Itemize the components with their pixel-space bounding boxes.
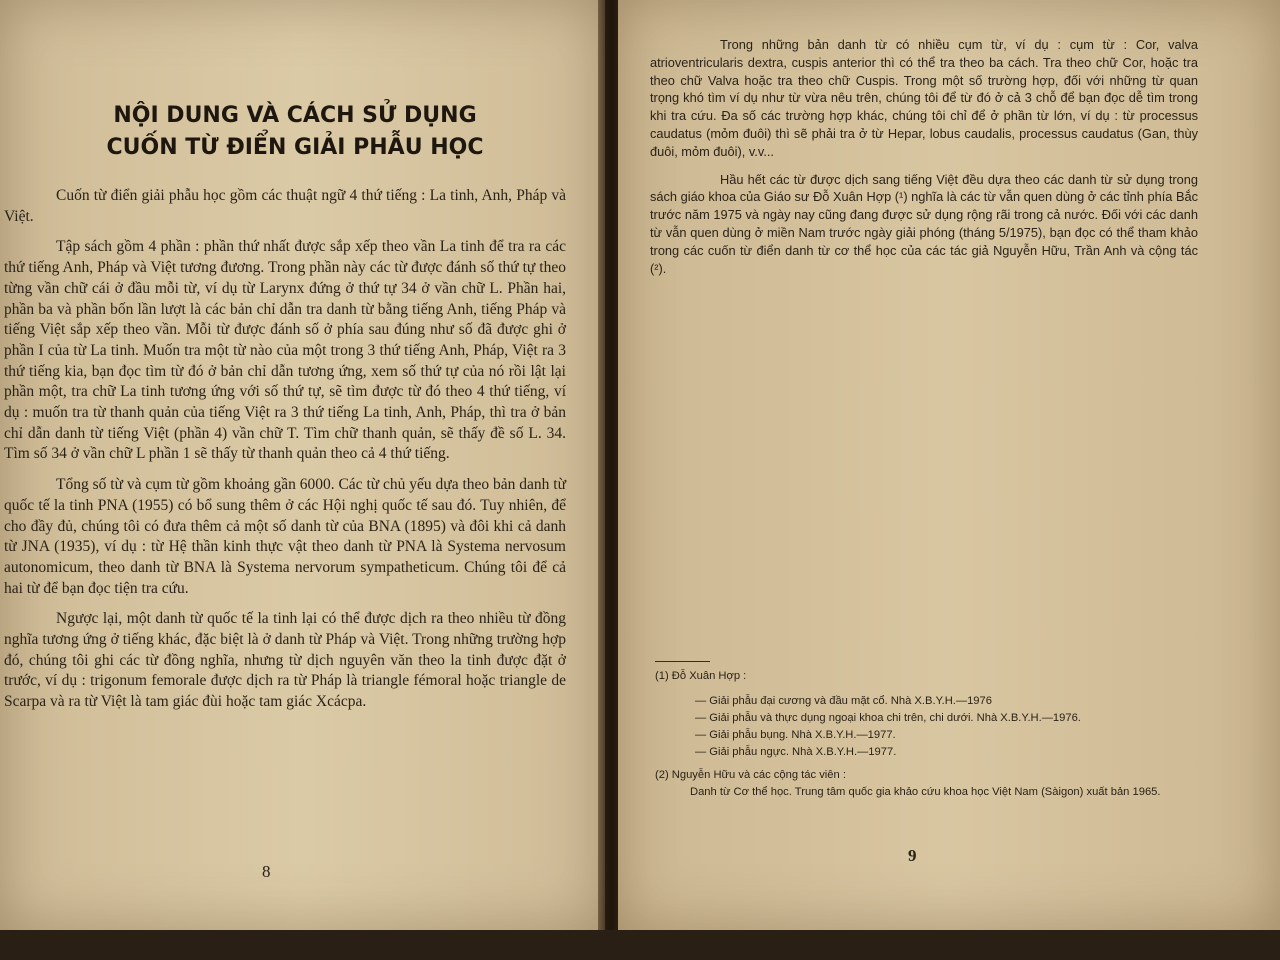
paragraph: Tổng số từ và cụm từ gồm khoảng gần 6000. Các từ chủ yếu dựa theo bản danh từ quốc tế la tinh PNA (1955) có bổ sung thêm ở các Hội nghị quốc tế sau đó. Tuy nhiên, để cho đầy đủ, chúng tôi có đưa thêm cả một số danh từ của BNA (1895) và đôi khi cả danh từ JNA (1935), ví dụ : từ Hệ thần kinh thực vật theo danh từ PNA là Systema nervosum autonomicum, theo danh từ BNA là Systema nervorum sympatheticum. Chúng tôi để cả hai từ để bạn đọc tiện tra cứu.	[4, 476, 566, 597]
footnote-item: — Giải phẫu bụng. Nhà X.B.Y.H.—1977.	[695, 729, 896, 741]
paragraph: Trong những bản danh từ có nhiều cụm từ, ví dụ : cụm từ : Cor, valva atrioventricularis dextra, cuspis anterior thì có thể tra theo ba cách. Tra theo chữ Cor, hoặc tra theo chữ Valva hoặc tra theo chữ Cuspis. Trong một số trường hợp, đối với những từ quan trọng khó tìm ví dụ như từ vừa nêu trên, chúng tôi để từ đó ở cả 3 chỗ để bạn đọc dễ tìm trong khi tra cứu. Đa số các trường hợp khác, chúng tôi chỉ để ở phần từ lớn, ví dụ : từ processus caudatus (mỏm đuôi) thì sẽ phải tra ở từ Hepar, lobus caudalis, processus caudatus (Gan, thùy đuôi, mỏm đuôi), v.v...	[650, 37, 1198, 159]
paragraph: Tập sách gồm 4 phần : phần thứ nhất được sắp xếp theo vần La tinh để tra ra các thứ tiếng Anh, Pháp và Việt tương đương. Trong phần này các từ được đánh số thứ tự theo từng vần chữ cái ở đầu mỗi từ, ví dụ từ Larynx đứng ở thứ tự 34 ở vần chữ L. Phần hai, phần ba và phần bốn lần lượt là các bản chỉ dẫn tra danh từ bằng tiếng Anh, tiếng Pháp và tiếng Việt sắp xếp theo vần. Mỗi từ được đánh số ở phía sau đúng như số đã được ghi ở phần I của từ La tinh. Muốn tra một từ nào của một trong 3 thứ tiếng Anh, Pháp, Việt ra 3 thứ tiếng kia, bạn đọc tìm từ đó ở bản chỉ dẫn tương ứng, xem số thứ tự của nó rồi lật lại phần một, tra chữ La tinh tương ứng với số thứ tự, sẽ tìm được từ đó theo 4 thứ tiếng, ví dụ : muốn tra từ thanh quản của tiếng Việt ra 3 thứ tiếng La tinh, Anh, Pháp, thì tra ở bản chỉ dẫn danh từ tiếng Việt (phần 4) vần chữ T. Tìm chữ thanh quản, sẽ thấy đề số L. 34. Tìm số 34 ở vần chữ L phần 1 sẽ thấy từ thanh quản theo cả 4 thứ tiếng.	[4, 238, 566, 463]
left-page	[0, 0, 605, 930]
title-line-1: NỘI DUNG VÀ CÁCH SỬ DỤNG	[113, 103, 477, 128]
paragraph: Cuốn từ điển giải phẫu học gồm các thuật ngữ 4 thứ tiếng : La tinh, Anh, Pháp và Việt.	[4, 187, 566, 225]
footnote-1-list	[655, 693, 1205, 761]
footnote-2-heading: (2) Nguyễn Hữu và các cộng tác viên :	[655, 769, 846, 781]
page-number-right: 9	[908, 846, 917, 865]
footnote-item: — Giải phẫu và thực dụng ngoại khoa chi trên, chi dưới. Nhà X.B.Y.H.—1976.	[695, 712, 1081, 724]
right-body-text	[650, 36, 1198, 287]
footnote-item: — Giải phẫu đại cương và đầu mặt cổ. Nhà X.B.Y.H.—1976	[695, 695, 992, 707]
footnote-2-body: Danh từ Cơ thể học. Trung tâm quốc gia khảo cứu khoa học Việt Nam (Sàigon) xuất bản 1965.	[690, 786, 1161, 798]
left-body-text	[4, 186, 566, 723]
footnotes	[655, 668, 1205, 801]
footnote-1-heading: (1) Đỗ Xuân Hợp :	[655, 670, 747, 682]
footnote-item: — Giải phẫu ngực. Nhà X.B.Y.H.—1977.	[695, 746, 897, 758]
page-title	[90, 100, 500, 164]
footnote-divider	[655, 661, 710, 662]
page-number-left: 8	[262, 862, 271, 881]
title-line-2: CUỐN TỪ ĐIỂN GIẢI PHẪU HỌC	[106, 135, 484, 160]
paragraph: Hầu hết các từ được dịch sang tiếng Việt đều dựa theo các danh từ sử dụng trong sách giáo khoa của Giáo sư Đỗ Xuân Hợp (¹) nghĩa là các từ vẫn quen dùng ở các tỉnh phía Bắc trước năm 1975 và ngày nay cũng đang được sử dụng rộng rãi trong cả nước. Đối với các danh từ vẫn quen dùng ở miền Nam trước ngày giải phóng (tháng 5/1975), bạn đọc có thể tham khảo trong các cuốn từ điển danh từ cơ thể học của các tác giả Nguyễn Hữu, Trần Anh và cộng tác (²).	[650, 171, 1198, 276]
paragraph: Ngược lại, một danh từ quốc tế la tinh lại có thể được dịch ra theo nhiều từ đồng nghĩa tương ứng ở tiếng khác, đặc biệt là ở danh từ Pháp và Việt. Trong những trường hợp đó, chúng tôi ghi các từ đồng nghĩa, nhưng từ dịch nguyên văn theo la tinh được đặt ở trước, ví dụ : trigonum femorale được dịch ra từ Pháp là triangle fémoral hoặc triangle de Scarpa và ra từ Việt là tam giác đùi hoặc tam giác Xcácpa.	[4, 610, 566, 711]
